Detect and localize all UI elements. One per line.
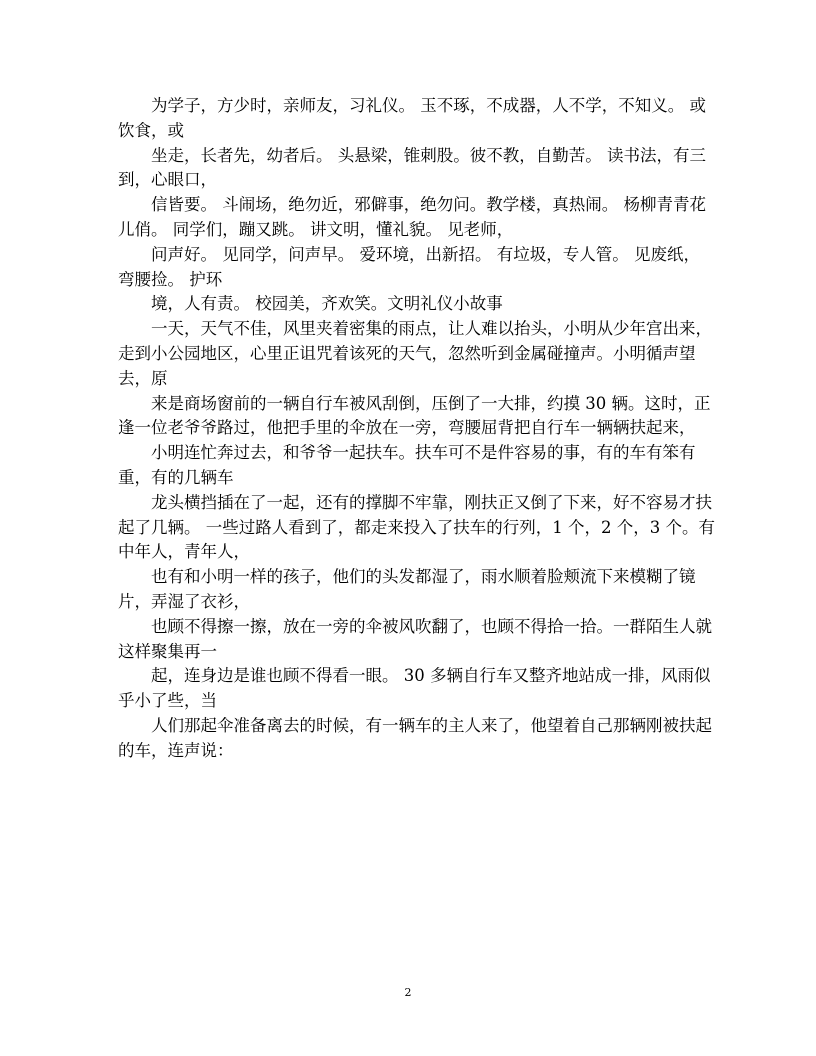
paragraph: 小明连忙奔过去，和爷爷一起扶车。扶车可不是件容易的事，有的车有笨有重，有的几辆车 <box>118 443 696 487</box>
paragraph: 坐走，长者先，幼者后。 头悬梁，锥刺股。彼不教，自勤苦。 读书法，有三到，心眼口， <box>118 145 706 190</box>
document-body <box>118 94 716 764</box>
page-number: 2 <box>404 986 412 999</box>
paragraph: 来是商场窗前的一辆自行车被风刮倒，压倒了一大排，约摸 30 辆。这时，正逢一位老爷爷路过，他把手里的伞放在一旁，弯腰屈背把自行车一辆辆扶起来， <box>118 393 711 438</box>
paragraph: 也有和小明一样的孩子，他们的头发都湿了，雨水顺着脸颊流下来模糊了镜片，弄湿了衣衫， <box>118 567 696 611</box>
paragraph: 起，连身边是谁也顾不得看一眼。 30 多辆自行车又整齐地站成一排，风雨似乎小了些，当 <box>118 666 711 711</box>
paragraph: 也顾不得擦一擦，放在一旁的伞被风吹翻了，也顾不得拾一拾。一群陌生人就这样聚集再一 <box>118 616 712 661</box>
paragraph: 为学子，方少时，亲师友，习礼仪。 玉不琢，不成器，人不学，不知义。 或饮食，或 <box>118 96 706 140</box>
paragraph: 龙头横挡插在了一起，还有的撑脚不牢靠，刚扶正又倒了下来，好不容易才扶起了几辆。 一些过路人看到了，都走来投入了扶车的行列，1 个，2 个，3 个。有中年人，青年人， <box>118 492 715 562</box>
paragraph: 境，人有责。 校园美，齐欢笑。文明礼仪小故事 <box>151 294 503 314</box>
paragraph: 一天，天气不佳，风里夹着密集的雨点，让人难以抬头，小明从少年宫出来，走到小公园地区，心里正诅咒着该死的天气，忽然听到金属碰撞声。小明循声望去，原 <box>118 319 712 388</box>
paragraph: 信皆要。 斗闹场，绝勿近，邪僻事，绝勿问。教学楼，真热闹。 杨柳青青花儿俏。 同学们，蹦又跳。 讲文明，懂礼貌。 见老师， <box>118 195 706 239</box>
paragraph: 人们那起伞准备离去的时候，有一辆车的主人来了，他望着自己那辆刚被扶起的车，连声说： <box>118 715 712 760</box>
paragraph: 问声好。 见同学，问声早。 爱环境，出新招。 有垃圾，专人管。 见废纸，弯腰捡。 护环 <box>118 244 700 289</box>
